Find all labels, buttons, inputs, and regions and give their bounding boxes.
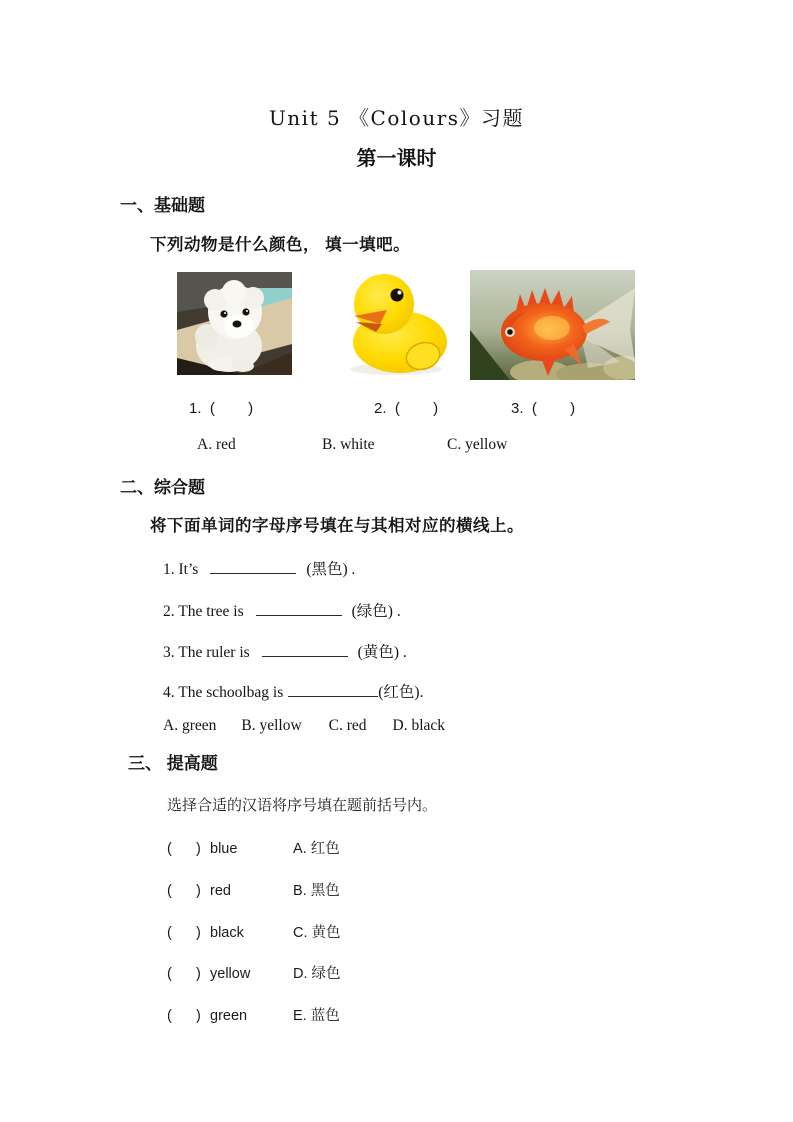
match-bracket-yellow[interactable]: ( ) xyxy=(167,966,201,982)
match-option-a: A. 红色 xyxy=(293,841,340,857)
duck-photo xyxy=(338,266,456,378)
answer-bracket-1[interactable]: 1. ( ) xyxy=(189,400,254,417)
match-word-green: green xyxy=(210,1008,248,1024)
match-row-black xyxy=(167,921,341,942)
match-option-d: D. 绿色 xyxy=(293,966,341,982)
fill-blank-2[interactable] xyxy=(256,600,342,616)
section3-instruction: 选择合适的汉语将序号填在题前括号内。 xyxy=(167,797,438,814)
section1-heading: 一、基础题 xyxy=(120,196,205,215)
match-row-yellow xyxy=(167,962,341,983)
match-word-red: red xyxy=(210,883,231,899)
fill-blank-1[interactable] xyxy=(210,558,296,574)
match-word-black: black xyxy=(210,925,244,941)
match-option-b: B. 黑色 xyxy=(293,883,340,899)
match-option-c: C. 黄色 xyxy=(293,925,341,941)
match-word-blue: blue xyxy=(210,841,238,857)
match-row-blue xyxy=(167,837,340,858)
option-b-yellow: B. yellow xyxy=(241,717,302,734)
fill-item-3-suffix: (黄色) . xyxy=(357,644,407,661)
match-bracket-red[interactable]: ( ) xyxy=(167,883,201,899)
fill-item-2-prefix: 2. The tree is xyxy=(163,603,244,620)
fill-blank-3[interactable] xyxy=(262,641,348,657)
option-a-red: A. red xyxy=(197,436,236,453)
option-b-white: B. white xyxy=(322,436,375,453)
fill-item-4-suffix: (红色). xyxy=(378,684,424,701)
option-c-yellow: C. yellow xyxy=(447,436,508,453)
match-bracket-black[interactable]: ( ) xyxy=(167,925,201,941)
fill-item-1-prefix: 1. It’s xyxy=(163,561,199,578)
section2-options xyxy=(163,717,445,735)
match-bracket-blue[interactable]: ( ) xyxy=(167,841,201,857)
section1-instruction: 下列动物是什么颜色， 填一填吧。 xyxy=(150,236,411,254)
answer-bracket-2[interactable]: 2. ( ) xyxy=(374,400,439,417)
fill-item-3 xyxy=(163,640,407,662)
fill-item-1-suffix: (黑色) . xyxy=(306,561,356,578)
page-title: Unit 5 《Colours》习题 xyxy=(268,106,525,130)
fill-blank-4[interactable] xyxy=(288,681,378,697)
fill-item-4-prefix: 4. The schoolbag is xyxy=(163,684,284,701)
option-a-green: A. green xyxy=(163,717,217,734)
goldfish-photo xyxy=(470,270,635,380)
match-row-green xyxy=(167,1004,340,1025)
match-word-yellow: yellow xyxy=(210,966,251,982)
option-d-black: D. black xyxy=(392,717,446,734)
fill-item-4 xyxy=(163,680,423,702)
puppy-photo xyxy=(177,272,292,375)
section2-heading: 二、综合题 xyxy=(120,478,205,497)
answer-bracket-3[interactable]: 3. ( ) xyxy=(511,400,576,417)
fill-item-2 xyxy=(163,599,401,621)
fill-item-3-prefix: 3. The ruler is xyxy=(163,644,250,661)
fill-item-1 xyxy=(163,557,355,579)
match-row-red xyxy=(167,879,340,900)
page-subtitle: 第一课时 xyxy=(356,148,437,170)
match-bracket-green[interactable]: ( ) xyxy=(167,1008,201,1024)
fill-item-2-suffix: (绿色) . xyxy=(351,603,401,620)
option-c-red: C. red xyxy=(328,717,367,734)
section3-heading: 三、 提高题 xyxy=(128,754,218,773)
section2-instruction: 将下面单词的字母序号填在与其相对应的横线上。 xyxy=(150,517,524,535)
match-option-e: E. 蓝色 xyxy=(293,1008,340,1024)
